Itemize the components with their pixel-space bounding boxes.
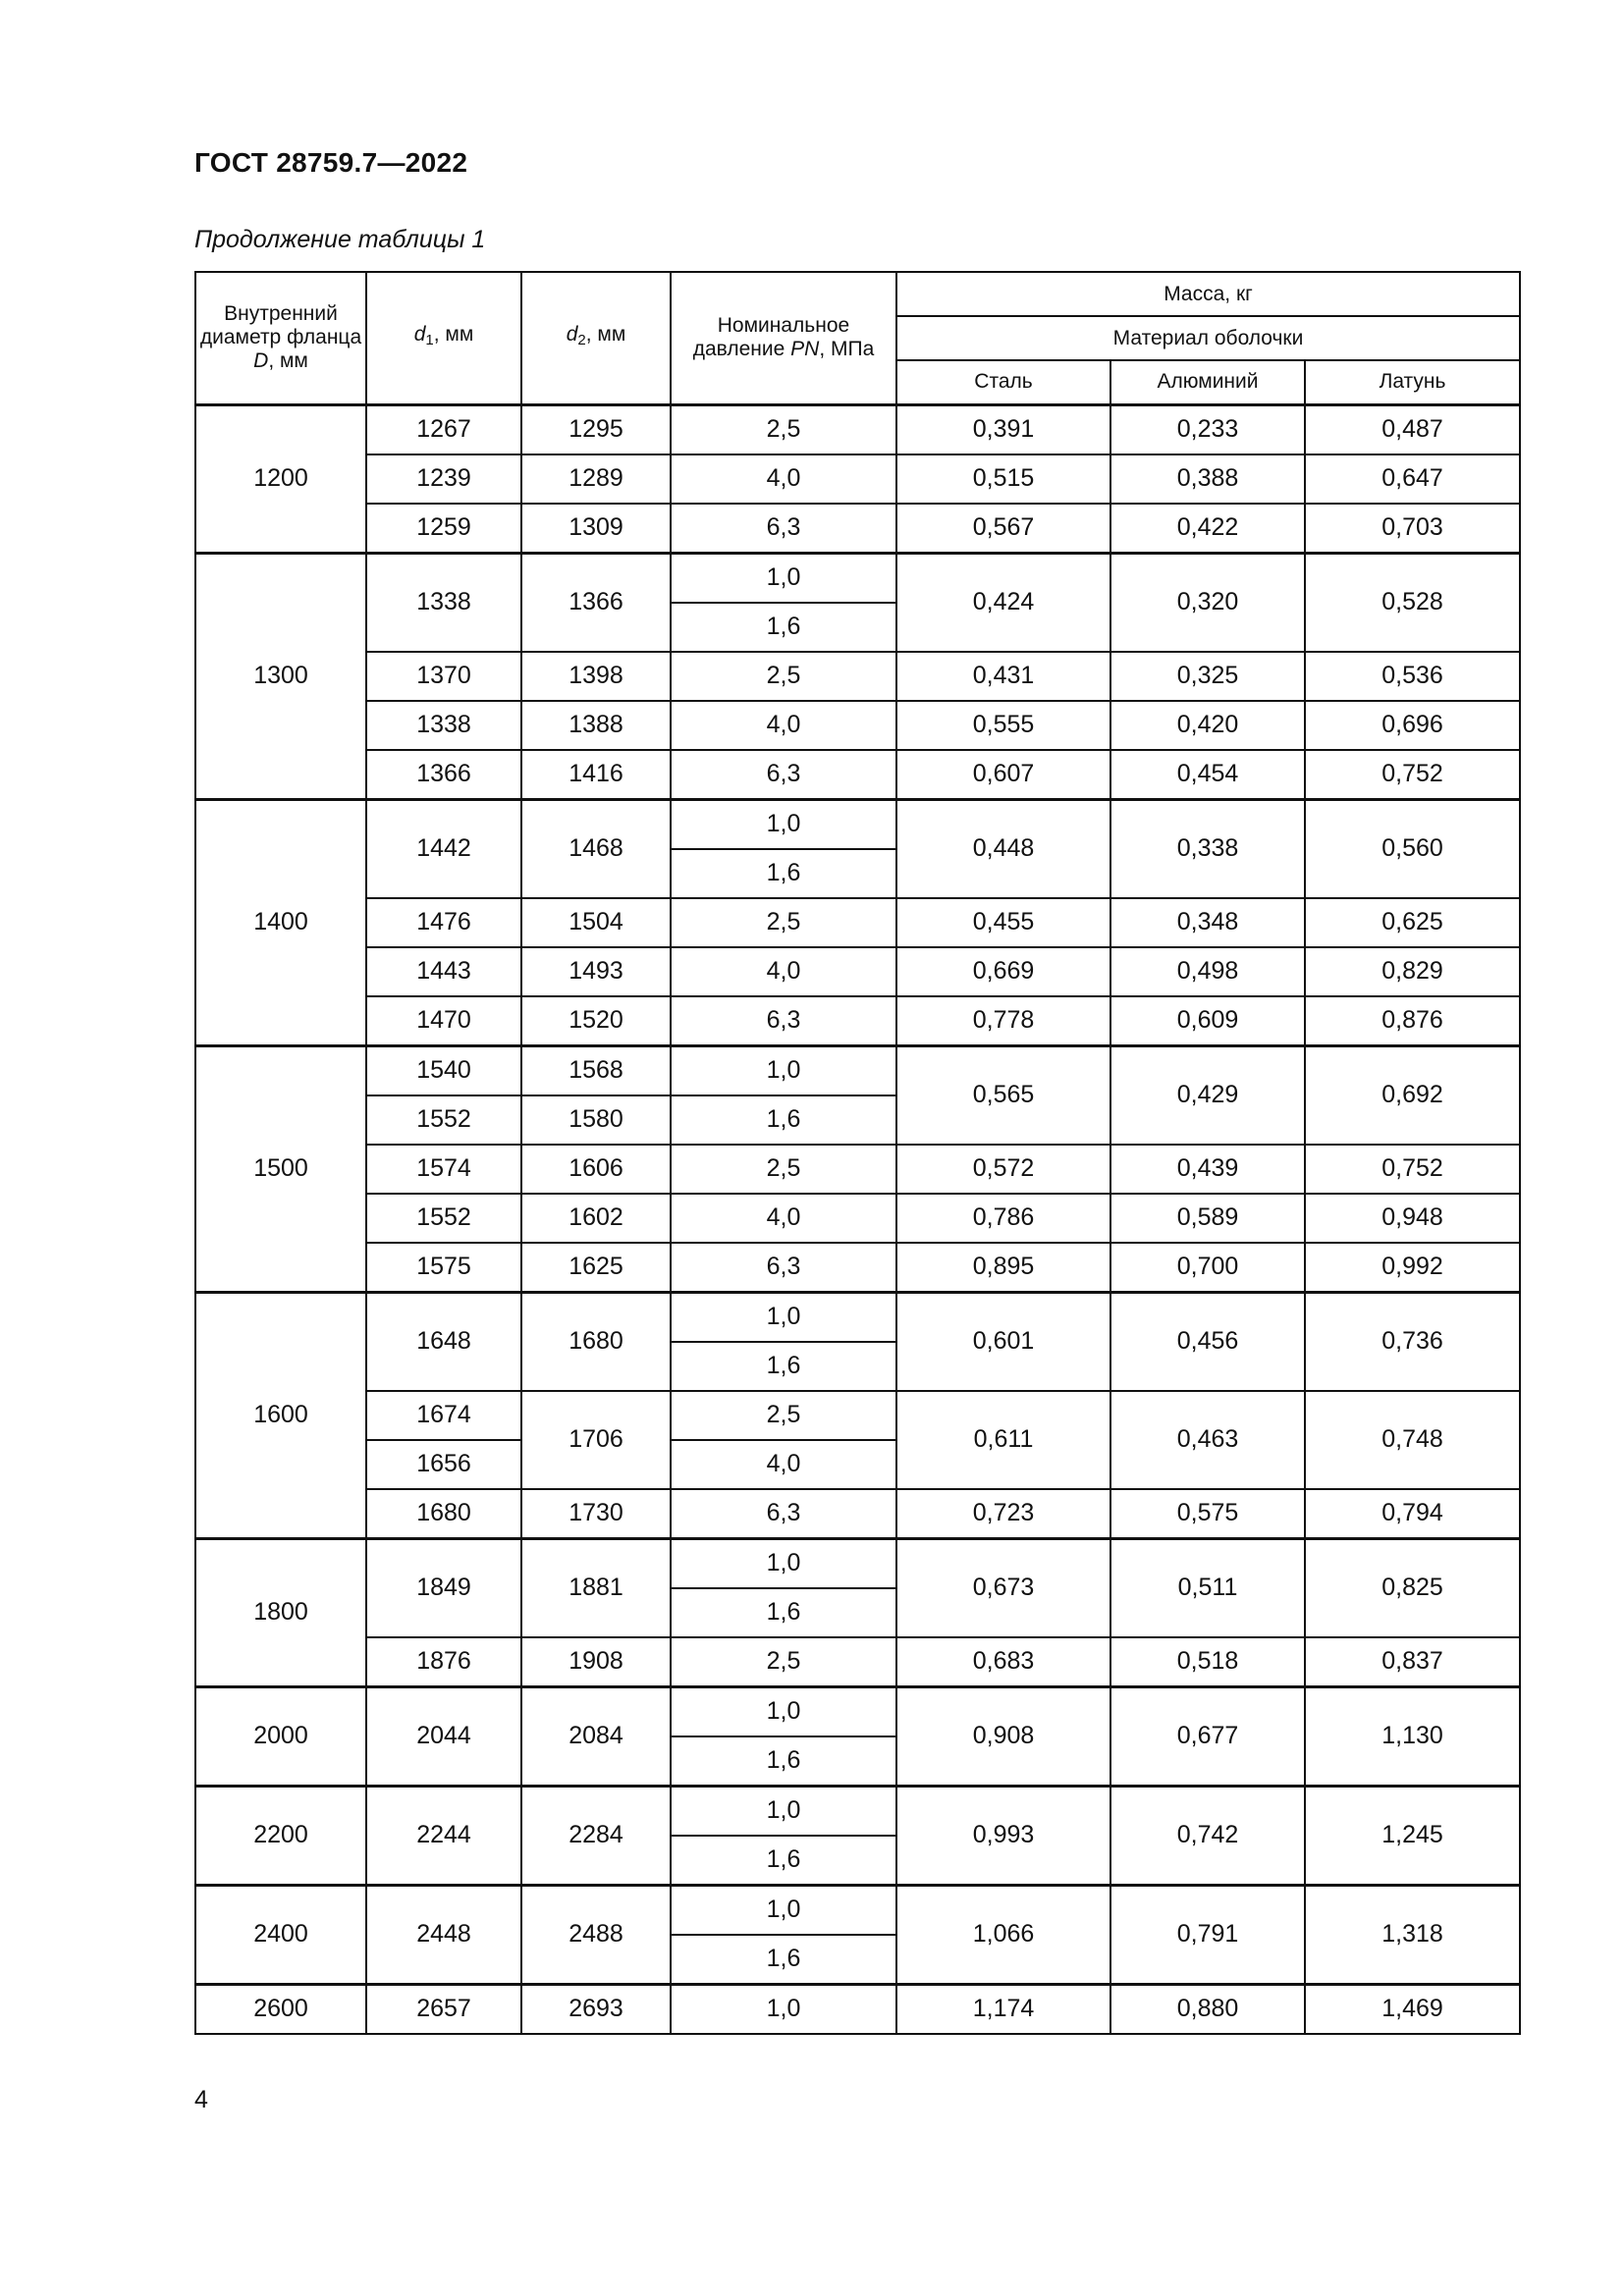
cell-mass-steel: 0,683 <box>896 1637 1110 1687</box>
cell-d2: 1706 <box>521 1391 671 1489</box>
table-row <box>195 1489 1520 1539</box>
table-row <box>195 1786 1520 1836</box>
cell-pressure: 2,5 <box>671 898 896 947</box>
cell-mass-aluminum: 0,677 <box>1110 1686 1305 1786</box>
cell-d2: 1289 <box>521 454 671 504</box>
cell-mass-aluminum: 0,422 <box>1110 504 1305 554</box>
cell-mass-steel: 0,993 <box>896 1786 1110 1885</box>
cell-pressure: 1,0 <box>671 1786 896 1836</box>
table-row <box>195 1391 1520 1440</box>
cell-pressure: 2,5 <box>671 404 896 454</box>
cell-mass-brass: 0,647 <box>1305 454 1520 504</box>
cell-inner-diameter: 2600 <box>195 1984 366 2034</box>
cell-d2: 1625 <box>521 1243 671 1293</box>
cell-d2: 1730 <box>521 1489 671 1539</box>
cell-pressure: 2,5 <box>671 1145 896 1194</box>
cell-mass-brass: 0,992 <box>1305 1243 1520 1293</box>
cell-d2: 1568 <box>521 1045 671 1095</box>
cell-d2: 1908 <box>521 1637 671 1687</box>
cell-d2: 2693 <box>521 1984 671 2034</box>
col-header-mass: Масса, кг <box>896 272 1520 316</box>
cell-mass-aluminum: 0,338 <box>1110 799 1305 898</box>
col-header-steel: Сталь <box>896 360 1110 404</box>
cell-pressure: 6,3 <box>671 1243 896 1293</box>
cell-mass-brass: 0,752 <box>1305 750 1520 800</box>
cell-pressure: 1,6 <box>671 849 896 898</box>
cell-mass-steel: 0,723 <box>896 1489 1110 1539</box>
cell-d1: 2448 <box>366 1885 521 1984</box>
cell-d1: 1648 <box>366 1292 521 1391</box>
cell-mass-brass: 1,318 <box>1305 1885 1520 1984</box>
cell-mass-aluminum: 0,700 <box>1110 1243 1305 1293</box>
cell-mass-steel: 0,555 <box>896 701 1110 750</box>
cell-pressure: 2,5 <box>671 1637 896 1687</box>
table-row <box>195 750 1520 800</box>
cell-inner-diameter: 1200 <box>195 404 366 553</box>
cell-mass-steel: 0,431 <box>896 652 1110 701</box>
cell-mass-brass: 0,752 <box>1305 1145 1520 1194</box>
cell-d2: 1881 <box>521 1538 671 1637</box>
cell-mass-steel: 0,895 <box>896 1243 1110 1293</box>
cell-mass-steel: 0,565 <box>896 1045 1110 1145</box>
cell-d1: 1540 <box>366 1045 521 1095</box>
cell-mass-steel: 0,786 <box>896 1194 1110 1243</box>
cell-mass-steel: 0,572 <box>896 1145 1110 1194</box>
cell-mass-aluminum: 0,348 <box>1110 898 1305 947</box>
cell-d1: 1259 <box>366 504 521 554</box>
cell-pressure: 1,0 <box>671 1686 896 1736</box>
cell-d1: 1552 <box>366 1194 521 1243</box>
cell-mass-aluminum: 0,742 <box>1110 1786 1305 1885</box>
table-row <box>195 1243 1520 1293</box>
col-header-aluminum: Алюминий <box>1110 360 1305 404</box>
cell-mass-aluminum: 0,609 <box>1110 996 1305 1046</box>
cell-d2: 1606 <box>521 1145 671 1194</box>
cell-pressure: 4,0 <box>671 947 896 996</box>
cell-mass-aluminum: 0,456 <box>1110 1292 1305 1391</box>
cell-d2: 1309 <box>521 504 671 554</box>
table-row <box>195 404 1520 454</box>
cell-d1: 1370 <box>366 652 521 701</box>
cell-pressure: 1,0 <box>671 1885 896 1935</box>
cell-d1: 1239 <box>366 454 521 504</box>
cell-d2: 2488 <box>521 1885 671 1984</box>
cell-pressure: 1,0 <box>671 1984 896 2034</box>
cell-mass-aluminum: 0,439 <box>1110 1145 1305 1194</box>
cell-d1: 2657 <box>366 1984 521 2034</box>
table-row <box>195 947 1520 996</box>
cell-inner-diameter: 1300 <box>195 553 366 799</box>
table-body <box>195 404 1520 2034</box>
col-header-pressure: Номинальное давление PN, МПа <box>671 272 896 404</box>
cell-d1: 1338 <box>366 553 521 652</box>
cell-mass-steel: 0,611 <box>896 1391 1110 1489</box>
cell-d1: 2044 <box>366 1686 521 1786</box>
cell-pressure: 6,3 <box>671 504 896 554</box>
cell-inner-diameter: 2200 <box>195 1786 366 1885</box>
cell-mass-steel: 0,515 <box>896 454 1110 504</box>
table-row <box>195 454 1520 504</box>
cell-d2: 1398 <box>521 652 671 701</box>
cell-pressure: 1,0 <box>671 1292 896 1342</box>
table-row <box>195 898 1520 947</box>
cell-inner-diameter: 2000 <box>195 1686 366 1786</box>
cell-mass-brass: 0,692 <box>1305 1045 1520 1145</box>
cell-pressure: 1,6 <box>671 1836 896 1886</box>
table-row <box>195 701 1520 750</box>
cell-mass-aluminum: 0,575 <box>1110 1489 1305 1539</box>
cell-mass-brass: 1,130 <box>1305 1686 1520 1786</box>
document-code: ГОСТ 28759.7—2022 <box>194 147 468 178</box>
cell-d2: 1493 <box>521 947 671 996</box>
cell-d2: 2284 <box>521 1786 671 1885</box>
table-row <box>195 1145 1520 1194</box>
cell-pressure: 1,0 <box>671 1538 896 1588</box>
cell-inner-diameter: 1600 <box>195 1292 366 1538</box>
cell-pressure: 4,0 <box>671 1194 896 1243</box>
cell-mass-aluminum: 0,429 <box>1110 1045 1305 1145</box>
cell-pressure: 1,6 <box>671 1935 896 1985</box>
table-caption: Продолжение таблицы 1 <box>194 226 486 253</box>
table-row <box>195 996 1520 1046</box>
cell-pressure: 1,6 <box>671 1588 896 1637</box>
cell-mass-brass: 0,748 <box>1305 1391 1520 1489</box>
table-row <box>195 1885 1520 1935</box>
cell-mass-brass: 1,469 <box>1305 1984 1520 2034</box>
cell-mass-steel: 1,174 <box>896 1984 1110 2034</box>
cell-mass-aluminum: 0,325 <box>1110 652 1305 701</box>
cell-mass-brass: 0,487 <box>1305 404 1520 454</box>
cell-pressure: 1,0 <box>671 1045 896 1095</box>
cell-pressure: 1,6 <box>671 1736 896 1787</box>
cell-inner-diameter: 1800 <box>195 1538 366 1686</box>
cell-pressure: 6,3 <box>671 1489 896 1539</box>
cell-mass-brass: 0,837 <box>1305 1637 1520 1687</box>
cell-d1: 1476 <box>366 898 521 947</box>
flange-mass-table <box>194 271 1521 2035</box>
cell-d2: 1366 <box>521 553 671 652</box>
cell-mass-steel: 0,908 <box>896 1686 1110 1786</box>
cell-d2: 1468 <box>521 799 671 898</box>
cell-d1: 1574 <box>366 1145 521 1194</box>
cell-mass-brass: 0,703 <box>1305 504 1520 554</box>
cell-mass-steel: 0,455 <box>896 898 1110 947</box>
cell-d1: 1338 <box>366 701 521 750</box>
cell-pressure: 4,0 <box>671 1440 896 1489</box>
cell-mass-aluminum: 0,233 <box>1110 404 1305 454</box>
cell-mass-steel: 1,066 <box>896 1885 1110 1984</box>
cell-mass-aluminum: 0,589 <box>1110 1194 1305 1243</box>
cell-d2: 1680 <box>521 1292 671 1391</box>
cell-d1: 1267 <box>366 404 521 454</box>
cell-inner-diameter: 1400 <box>195 799 366 1045</box>
cell-pressure: 1,0 <box>671 553 896 603</box>
cell-inner-diameter: 1500 <box>195 1045 366 1292</box>
cell-mass-brass: 0,560 <box>1305 799 1520 898</box>
cell-d1: 1366 <box>366 750 521 800</box>
cell-d2: 1602 <box>521 1194 671 1243</box>
cell-d1: 1470 <box>366 996 521 1046</box>
cell-mass-brass: 0,625 <box>1305 898 1520 947</box>
cell-mass-aluminum: 0,420 <box>1110 701 1305 750</box>
cell-pressure: 6,3 <box>671 750 896 800</box>
cell-mass-steel: 0,448 <box>896 799 1110 898</box>
cell-mass-steel: 0,424 <box>896 553 1110 652</box>
col-header-d2: $d_2$, мм <box>521 272 671 404</box>
cell-mass-steel: 0,601 <box>896 1292 1110 1391</box>
cell-mass-brass: 0,829 <box>1305 947 1520 996</box>
cell-inner-diameter: 2400 <box>195 1885 366 1984</box>
cell-mass-brass: 0,948 <box>1305 1194 1520 1243</box>
page-number: 4 <box>194 2086 208 2113</box>
table-header <box>195 272 1520 404</box>
cell-mass-brass: 0,528 <box>1305 553 1520 652</box>
cell-pressure: 6,3 <box>671 996 896 1046</box>
cell-mass-aluminum: 0,463 <box>1110 1391 1305 1489</box>
col-header-d1: $d_1$, мм <box>366 272 521 404</box>
cell-d2: 1520 <box>521 996 671 1046</box>
cell-d1: 1674 <box>366 1391 521 1440</box>
cell-mass-aluminum: 0,454 <box>1110 750 1305 800</box>
cell-d2: 2084 <box>521 1686 671 1786</box>
cell-mass-brass: 1,245 <box>1305 1786 1520 1885</box>
cell-mass-aluminum: 0,518 <box>1110 1637 1305 1687</box>
cell-d1: 2244 <box>366 1786 521 1885</box>
cell-d2: 1580 <box>521 1095 671 1145</box>
cell-pressure: 1,6 <box>671 1342 896 1391</box>
col-header-inner-diameter: Внутренний диаметр фланца D, мм <box>195 272 366 404</box>
cell-mass-steel: 0,607 <box>896 750 1110 800</box>
table-row <box>195 799 1520 849</box>
cell-mass-brass: 0,825 <box>1305 1538 1520 1637</box>
table-row <box>195 504 1520 554</box>
cell-mass-steel: 0,673 <box>896 1538 1110 1637</box>
cell-d2: 1416 <box>521 750 671 800</box>
cell-pressure: 1,6 <box>671 1095 896 1145</box>
cell-mass-aluminum: 0,511 <box>1110 1538 1305 1637</box>
cell-mass-aluminum: 0,791 <box>1110 1885 1305 1984</box>
cell-d1: 1443 <box>366 947 521 996</box>
table-row <box>195 1538 1520 1588</box>
cell-pressure: 4,0 <box>671 701 896 750</box>
cell-d1: 1552 <box>366 1095 521 1145</box>
cell-mass-aluminum: 0,498 <box>1110 947 1305 996</box>
table-row <box>195 1984 1520 2034</box>
cell-d2: 1295 <box>521 404 671 454</box>
cell-d2: 1504 <box>521 898 671 947</box>
cell-mass-steel: 0,391 <box>896 404 1110 454</box>
table-row <box>195 1194 1520 1243</box>
cell-mass-steel: 0,567 <box>896 504 1110 554</box>
cell-mass-brass: 0,794 <box>1305 1489 1520 1539</box>
cell-mass-brass: 0,736 <box>1305 1292 1520 1391</box>
col-header-brass: Латунь <box>1305 360 1520 404</box>
table-row <box>195 652 1520 701</box>
cell-d2: 1388 <box>521 701 671 750</box>
cell-pressure: 4,0 <box>671 454 896 504</box>
cell-mass-aluminum: 0,388 <box>1110 454 1305 504</box>
cell-d1: 1876 <box>366 1637 521 1687</box>
col-header-shell-material: Материал оболочки <box>896 316 1520 360</box>
cell-pressure: 2,5 <box>671 1391 896 1440</box>
cell-mass-steel: 0,778 <box>896 996 1110 1046</box>
table-row <box>195 1045 1520 1095</box>
table-row <box>195 1637 1520 1687</box>
cell-pressure: 1,6 <box>671 603 896 652</box>
table-row <box>195 1292 1520 1342</box>
cell-mass-aluminum: 0,320 <box>1110 553 1305 652</box>
cell-d1: 1680 <box>366 1489 521 1539</box>
cell-mass-brass: 0,536 <box>1305 652 1520 701</box>
cell-d1: 1656 <box>366 1440 521 1489</box>
table-row <box>195 1686 1520 1736</box>
table-row <box>195 553 1520 603</box>
cell-mass-steel: 0,669 <box>896 947 1110 996</box>
cell-d1: 1575 <box>366 1243 521 1293</box>
cell-mass-aluminum: 0,880 <box>1110 1984 1305 2034</box>
cell-mass-brass: 0,696 <box>1305 701 1520 750</box>
cell-mass-brass: 0,876 <box>1305 996 1520 1046</box>
cell-d1: 1849 <box>366 1538 521 1637</box>
cell-d1: 1442 <box>366 799 521 898</box>
cell-pressure: 2,5 <box>671 652 896 701</box>
cell-pressure: 1,0 <box>671 799 896 849</box>
